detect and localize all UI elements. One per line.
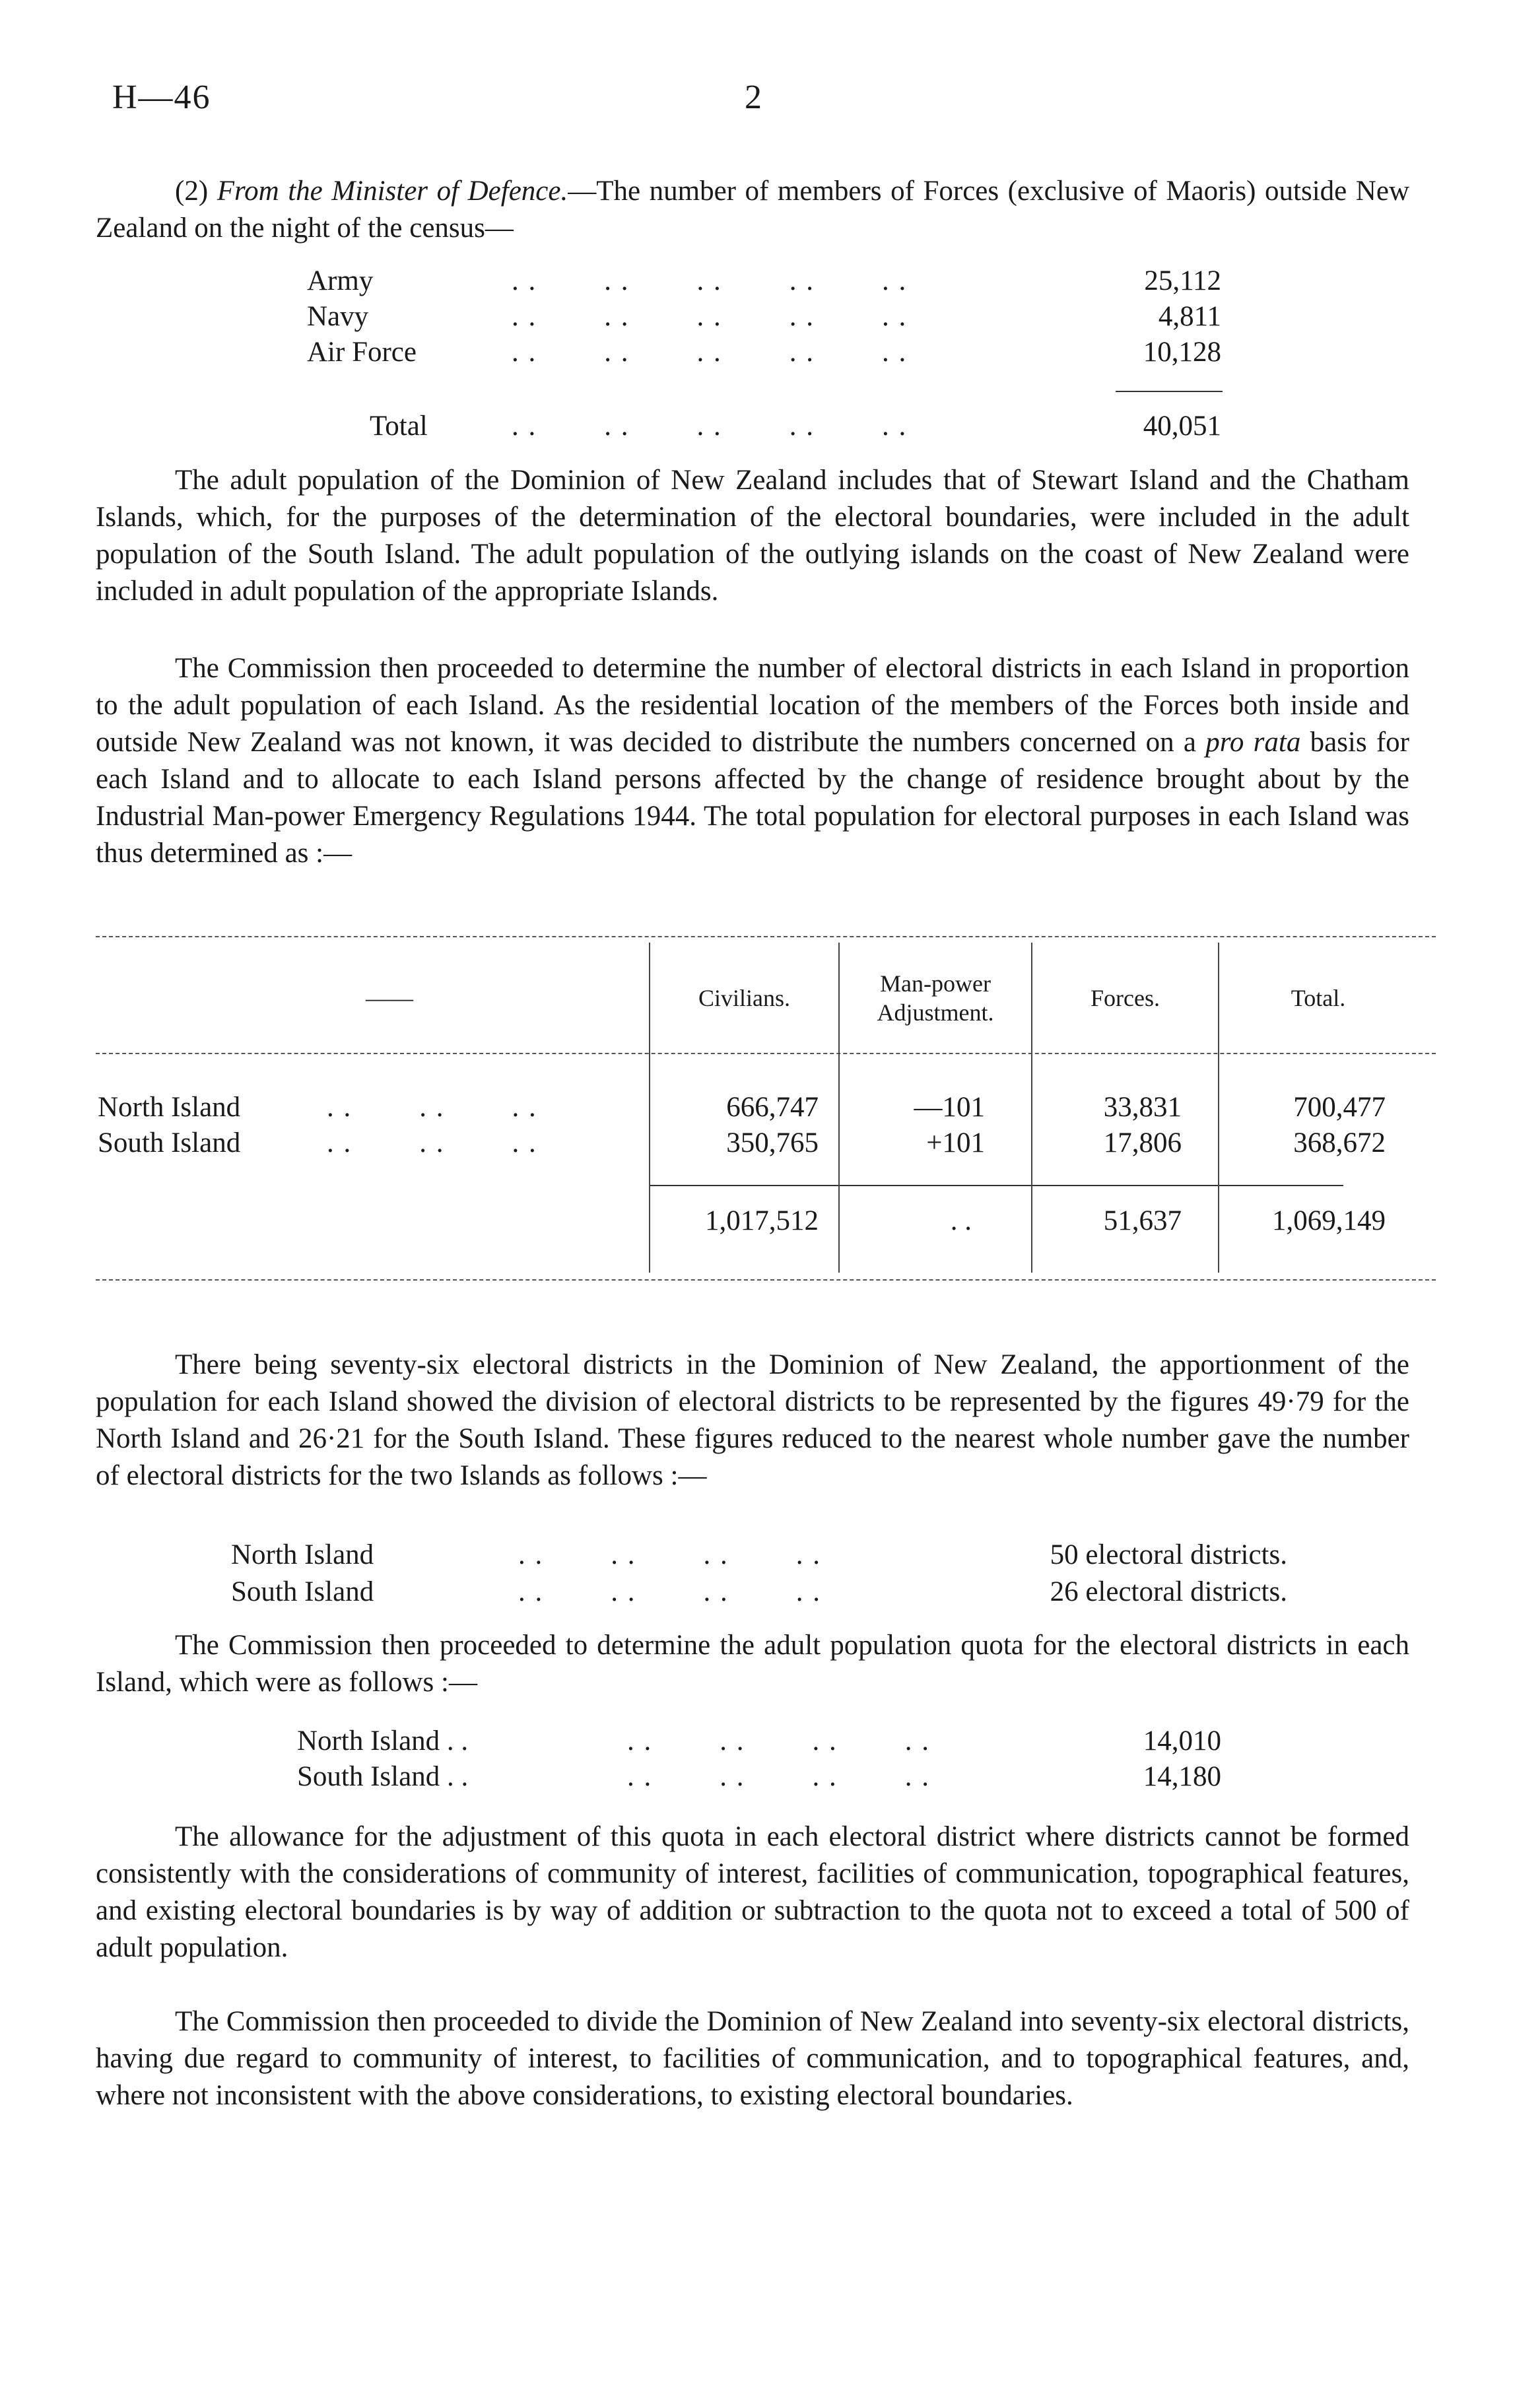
forces-row-navy	[307, 298, 1221, 335]
table-cell-forces: 33,831	[1103, 1092, 1182, 1123]
table-cell-manpower: +101	[926, 1127, 985, 1158]
leader-dots: . . . . . .	[327, 1127, 537, 1158]
forces-value: 4,811	[1158, 301, 1221, 332]
districts-row-south	[231, 1574, 1287, 1611]
table-cell-forces: 17,806	[1103, 1127, 1182, 1158]
quota-label: North Island . .	[297, 1725, 469, 1756]
districts-label: North Island	[231, 1539, 374, 1570]
districts-value: 26 electoral districts.	[1050, 1576, 1287, 1607]
table-cell-civilians: 350,765	[726, 1127, 819, 1158]
paragraph-allowance: The allowance for the adjustment of this quota in each electoral district where districts cannot be formed consistently with the considerations of community of interest, facilities of communication, topographical features, and existing electoral boundaries is by way of addition or subtraction to the quota not to exceed a total of 500 of adult population.	[96, 1821, 1409, 1963]
quota-row-north	[297, 1723, 1221, 1760]
table-header-manpower	[840, 969, 1031, 1027]
table-cell-civilians: 666,747	[726, 1092, 819, 1123]
document-code: H—46	[112, 79, 211, 116]
districts-row-north	[231, 1537, 1287, 1574]
table-cell-total: 700,477	[1293, 1092, 1386, 1123]
paragraph-seventy-six-districts: There being seventy-six electoral districts in the Dominion of New Zealand, the apportionment of the population for each Island showed the division of electoral districts to be represented by the figures 49·79 for the North Island and 26·21 for the South Island. These figures reduced to the nearest whole number gave the number of electoral districts for the two Islands as follows :—	[96, 1349, 1409, 1491]
paragraph-italic-text: pro rata	[1205, 727, 1301, 758]
table-cell-manpower: —101	[914, 1092, 985, 1123]
districts-value: 50 electoral districts.	[1050, 1539, 1287, 1570]
quota-value: 14,180	[1143, 1761, 1221, 1792]
forces-total-value: 40,051	[1143, 411, 1221, 442]
leader-dots: . . . . . . . . . .	[512, 337, 908, 368]
table-bottom-rule	[96, 1279, 1436, 1281]
table-header-total: Total.	[1291, 985, 1346, 1011]
table-total-forces: 51,637	[1103, 1205, 1182, 1236]
paragraph-text: The Commission then proceeded to determine the number of electoral districts in each Island in proportion to the adult population of each Island. As the residential location of the members of the Forces both inside and outside New Zealand was not known, it was decided to distribute the numbers concerned on a	[96, 653, 1409, 758]
table-header-blank: ——	[366, 985, 413, 1011]
leader-dots: . . . . . . . . . .	[512, 411, 908, 442]
forces-row-army	[307, 263, 1221, 300]
leader-dots: . . . . . . . .	[627, 1761, 930, 1792]
forces-label: Air Force	[307, 337, 417, 368]
leader-dots: . . . . . .	[327, 1092, 537, 1123]
districts-label: South Island	[231, 1576, 374, 1607]
quota-row-south	[297, 1758, 1221, 1795]
quota-value: 14,010	[1143, 1725, 1221, 1756]
forces-label: Navy	[307, 301, 369, 332]
leader-dots: . . . . . . . .	[518, 1539, 821, 1570]
table-row-label: North Island	[98, 1092, 241, 1123]
total-rule	[1116, 391, 1223, 392]
table-header-manpower-line1: Man-power	[880, 970, 991, 997]
forces-intro-text: —The number of members of Forces (exclusive of Maoris) outside New Zealand on the night of the census—	[96, 176, 1409, 244]
forces-intro-number: (2)	[175, 176, 209, 207]
leader-dots: . . . . . . . .	[518, 1576, 821, 1607]
leader-dots: . . . . . . . .	[627, 1725, 930, 1756]
leader-dots: . . . . . . . . . .	[512, 301, 908, 332]
forces-row-total	[370, 408, 1221, 445]
table-total-total: 1,069,149	[1272, 1205, 1386, 1236]
forces-value: 10,128	[1143, 337, 1221, 368]
forces-intro-source: From the Minister of Defence.	[217, 176, 568, 207]
table-row-label: South Island	[98, 1127, 241, 1158]
table-cell-total: 368,672	[1293, 1127, 1386, 1158]
table-total-civilians: 1,017,512	[705, 1205, 819, 1236]
table-total-rule	[650, 1185, 1343, 1186]
forces-row-air-force	[307, 334, 1221, 371]
table-header-forces: Forces.	[1091, 985, 1160, 1011]
leader-dots: . . . . . . . . . .	[512, 265, 908, 296]
paragraph-quota-intro: The Commission then proceeded to determine the adult population quota for the electoral districts in each Island, which were as follows :—	[96, 1630, 1409, 1698]
table-header-rule	[96, 1053, 1436, 1054]
page-number: 2	[745, 79, 763, 116]
quota-label: South Island . .	[297, 1761, 469, 1792]
forces-total-label: Total	[370, 411, 428, 442]
paragraph-text: basis for each Island and to allocate to each Island persons affected by the change of residence brought about by the Industrial Man-power Emergency Regulations 1944. The total population for electoral purposes in each Island was thus determined as :—	[96, 727, 1410, 869]
table-header-civilians: Civilians.	[698, 985, 790, 1011]
paragraph-adult-population: The adult population of the Dominion of New Zealand includes that of Stewart Island and the Chatham Islands, which, for the purposes of the determination of the electoral boundaries, were included in the adult population of the South Island. The adult population of the outlying islands on the coast of New Zealand were included in adult population of the appropriate Islands.	[96, 465, 1409, 607]
paragraph-commission-proportion	[96, 650, 1409, 872]
table-top-rule	[96, 936, 1436, 937]
forces-label: Army	[307, 265, 374, 296]
table-total-manpower: . .	[950, 1205, 972, 1236]
forces-value: 25,112	[1144, 265, 1221, 296]
forces-intro-paragraph	[96, 173, 1409, 247]
table-header-manpower-line2: Adjustment.	[877, 999, 994, 1026]
paragraph-divide-dominion: The Commission then proceeded to divide the Dominion of New Zealand into seventy-six electoral districts, having due regard to community of interest, to facilities of communication, and to topographical features, and, where not inconsistent with the above considerations, to existing electoral boundaries.	[96, 2006, 1409, 2111]
